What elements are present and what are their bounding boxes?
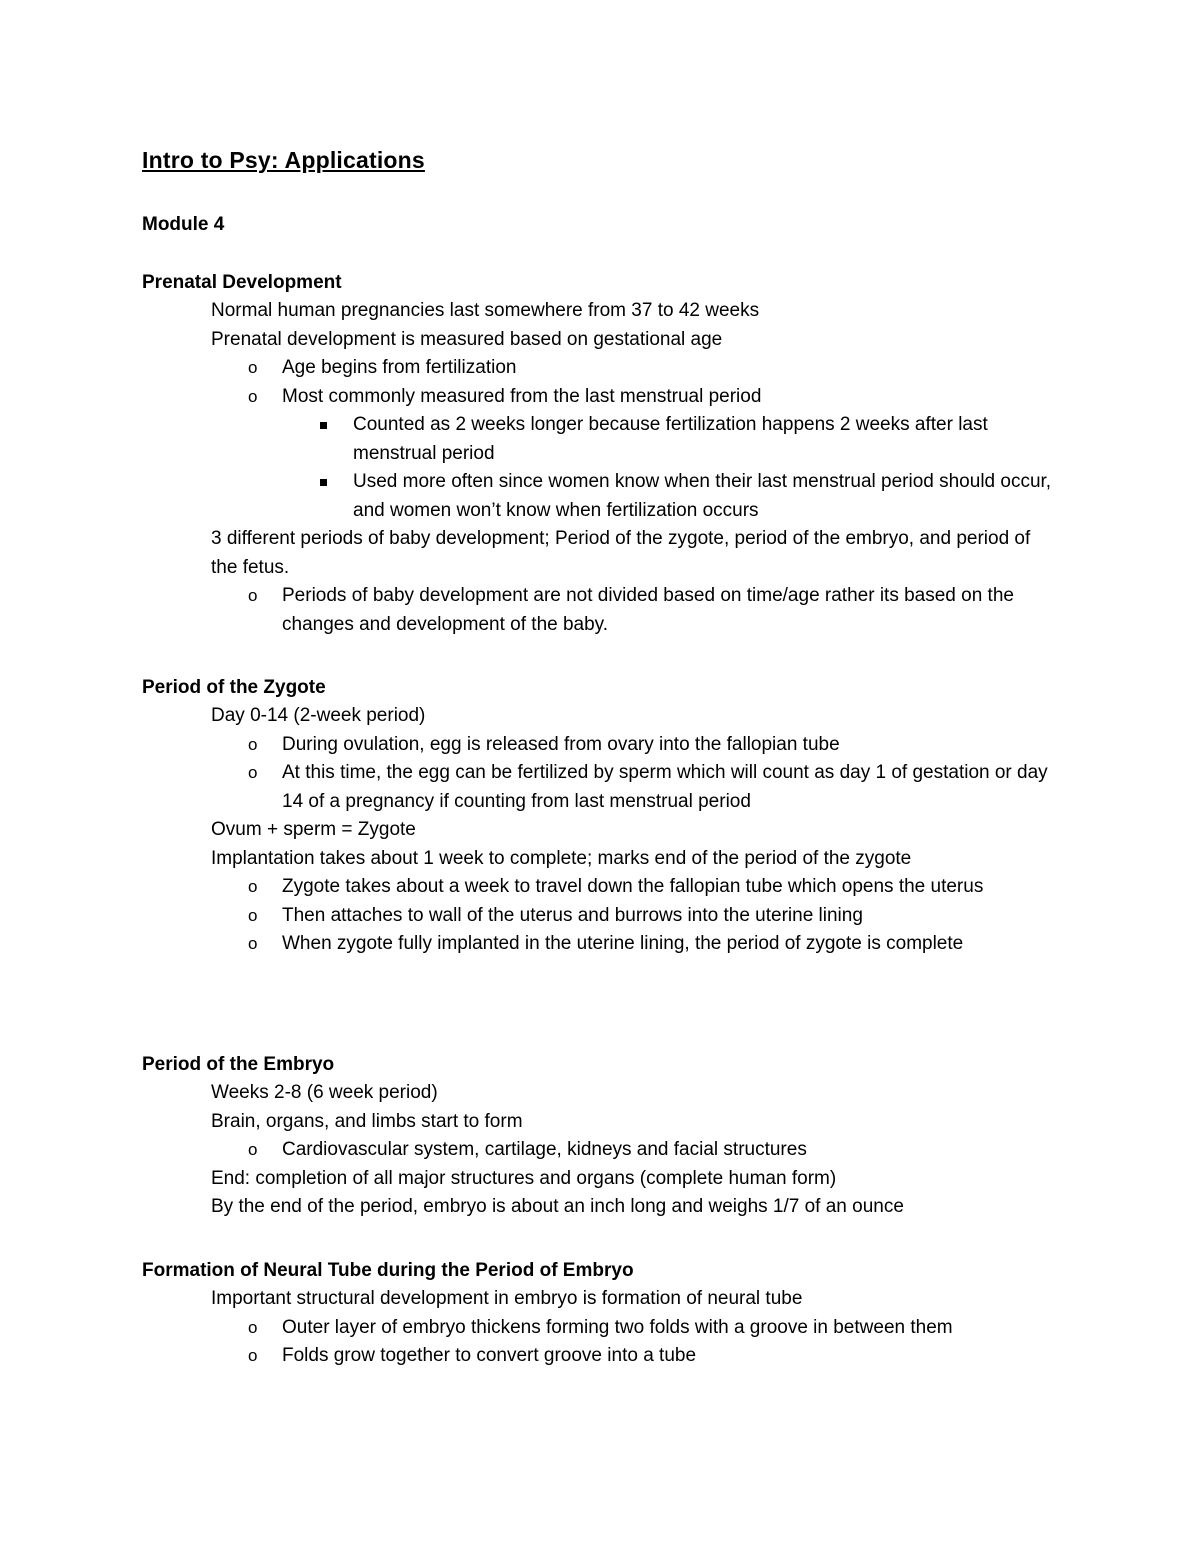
- list-item-text: When zygote fully implanted in the uterine lining, the period of zygote is complete: [282, 933, 964, 954]
- bullet-circle-icon: o: [248, 386, 258, 406]
- list-item-text: Counted as 2 weeks longer because fertilization happens 2 weeks after last menstrual period: [353, 414, 988, 464]
- bullet-circle-icon: o: [248, 586, 258, 605]
- list-item: [0, 1079, 1061, 1108]
- bullet-list-level-2: [211, 731, 1061, 817]
- list-item: [0, 468, 1053, 525]
- list-item-text: Folds grow together to convert groove into a tube: [282, 1345, 697, 1366]
- bullet-circle-icon: o: [248, 358, 258, 377]
- list-item-text: Prenatal development is measured based on gestational age: [211, 328, 723, 350]
- list-item: [0, 1342, 1072, 1371]
- bullet-list-level-2: [211, 582, 1061, 639]
- section-period-of-zygote: [0, 673, 1200, 959]
- list-item: [0, 816, 1061, 845]
- bullet-circle-icon: o: [248, 934, 258, 953]
- list-item: [0, 1108, 1061, 1165]
- bullet-circle-icon: o: [248, 905, 258, 925]
- list-item: [0, 1136, 1072, 1165]
- list-item-text: Brain, organs, and limbs start to form: [211, 1110, 523, 1132]
- bullet-circle-icon: o: [248, 1346, 258, 1365]
- list-item: [0, 1314, 1072, 1343]
- section-period-of-embryo: [0, 1050, 1200, 1222]
- list-item: [0, 731, 1072, 760]
- bullet-list-level-1: [0, 297, 1200, 639]
- list-item-text: Important structural development in embryo is formation of neural tube: [211, 1288, 803, 1309]
- bullet-list-level-2: [211, 1136, 1061, 1165]
- list-item-text: Zygote takes about a week to travel down the fallopian tube which opens the uterus: [282, 876, 984, 897]
- list-item: [0, 354, 1072, 383]
- list-item: [0, 525, 1061, 639]
- list-item: [0, 1165, 1061, 1194]
- list-item-text: By the end of the period, embryo is about an inch long and weighs 1/7 of an ounce: [211, 1196, 904, 1217]
- list-item-text: Most commonly measured from the last menstrual period: [282, 385, 762, 407]
- bullet-list-level-3: [282, 411, 1072, 525]
- list-item-text: Implantation takes about 1 week to complete; marks end of the period of the zygote: [211, 847, 912, 869]
- list-item-text: Age begins from fertilization: [282, 357, 517, 378]
- list-item-text: At this time, the egg can be fertilized by sperm which will count as day 1 of gestation or day 14 of a pregnancy if counting from last menstrual period: [282, 762, 1048, 812]
- list-item-text: Day 0-14 (2-week period): [211, 705, 426, 726]
- list-item: [0, 383, 1072, 526]
- bullet-list-level-1: [0, 1079, 1200, 1222]
- list-item-text: Ovum + sperm = Zygote: [211, 819, 416, 840]
- list-item: [0, 1285, 1061, 1371]
- list-item-text: During ovulation, egg is released from ovary into the fallopian tube: [282, 733, 840, 755]
- list-item: [0, 873, 1072, 902]
- bullet-list-level-2: [211, 873, 1061, 959]
- list-item: [0, 902, 1072, 931]
- bullet-list-level-1: [0, 702, 1200, 959]
- module-label: Module 4: [142, 214, 225, 235]
- list-item-text: Then attaches to wall of the uterus and burrows into the uterine lining: [282, 904, 863, 926]
- bullet-list-level-2: [211, 354, 1061, 525]
- list-item-text: Weeks 2-8 (6 week period): [211, 1082, 438, 1103]
- list-item: [0, 702, 1061, 816]
- list-item: [0, 930, 1072, 959]
- list-item-text: Normal human pregnancies last somewhere from 37 to 42 weeks: [211, 300, 760, 321]
- section-heading: Prenatal Development: [142, 272, 342, 293]
- list-item: [0, 326, 1061, 526]
- list-item: [0, 297, 1061, 326]
- list-item-text: Used more often since women know when their last menstrual period should occur, and women won’t know when fertilization occurs: [353, 471, 1052, 521]
- section-heading: Formation of Neural Tube during the Period of Embryo: [142, 1260, 634, 1281]
- bullet-circle-icon: o: [248, 1317, 258, 1337]
- list-item: [0, 845, 1061, 959]
- bullet-circle-icon: o: [248, 1140, 258, 1159]
- bullet-list-level-2: [211, 1314, 1061, 1371]
- list-item: [0, 582, 1072, 639]
- section-prenatal-development: [0, 268, 1200, 639]
- list-item-text: Outer layer of embryo thickens forming two folds with a groove in between them: [282, 1316, 953, 1338]
- section-heading: Period of the Zygote: [142, 677, 326, 698]
- document-title: Intro to Psy: Applications: [142, 147, 425, 173]
- bullet-circle-icon: o: [248, 734, 258, 754]
- bullet-circle-icon: o: [248, 877, 258, 896]
- list-item-text: End: completion of all major structures and organs (complete human form): [211, 1167, 837, 1189]
- list-item: [0, 1193, 1061, 1222]
- section-heading: Period of the Embryo: [142, 1054, 335, 1075]
- section-neural-tube-formation: [0, 1256, 1200, 1371]
- bullet-circle-icon: o: [248, 763, 258, 782]
- list-item: [0, 759, 1072, 816]
- bullet-list-level-1: [0, 1285, 1200, 1371]
- list-item-text: 3 different periods of baby development; Period of the zygote, period of the embryo, and period of the fetus.: [211, 528, 1031, 578]
- list-item-text: Periods of baby development are not divided based on time/age rather its based on the changes and development of the baby.: [282, 585, 1014, 635]
- list-item-text: Cardiovascular system, cartilage, kidneys and facial structures: [282, 1139, 807, 1160]
- list-item: [0, 411, 1053, 468]
